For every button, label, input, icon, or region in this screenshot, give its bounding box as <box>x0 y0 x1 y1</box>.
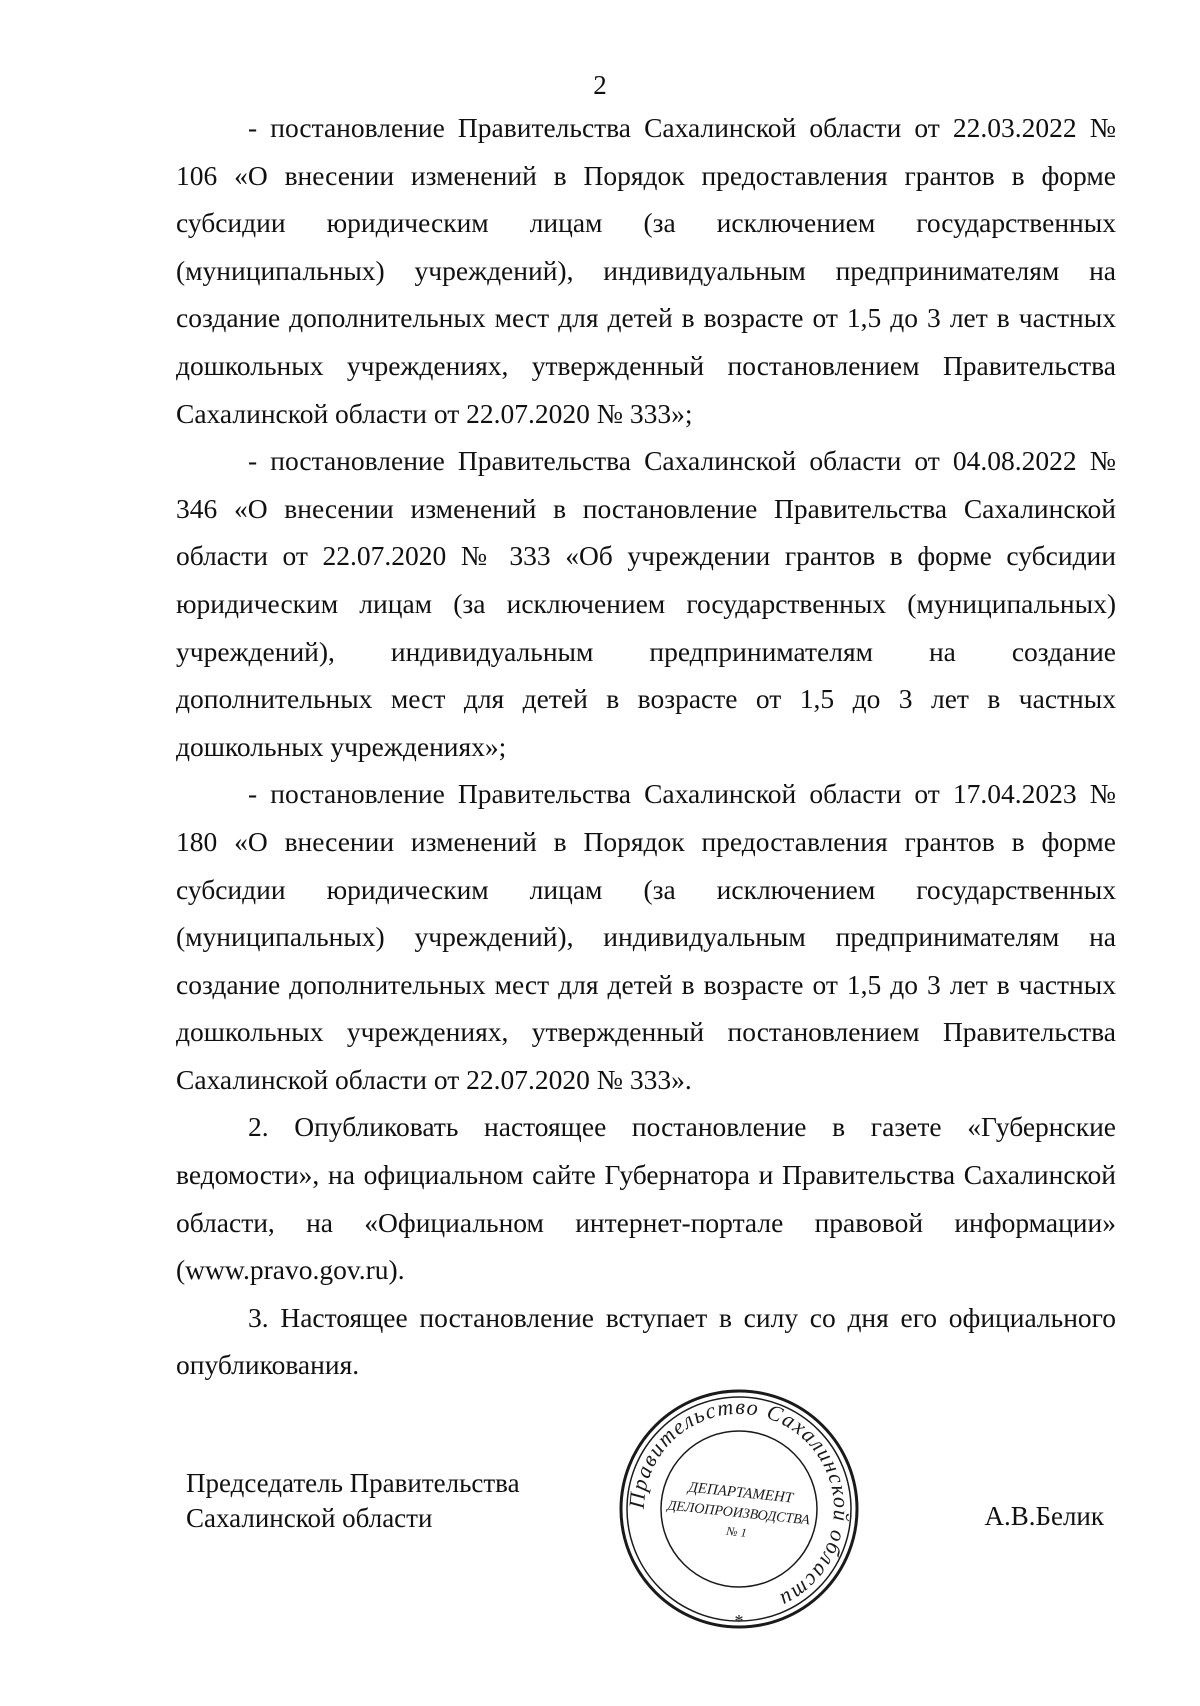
paragraph-repealed-act-2: - постановление Правительства Сахалинской области от 04.08.2022 № 346 «О внесении изменений в постановление Правительства Сахалинской области от 22.07.2020 № 333 «Об учреждении грантов в форме субсидии юридическим лицам (за исключением государственных (муниципальных) учреждений), индивидуальным предпринимателям на создание дополнительных мест для детей в возрасте от 1,5 до 3 лет в частных дошкольных учреждениях»; <box>176 445 1116 762</box>
document-body <box>176 104 1116 1389</box>
paragraph-repealed-act-3: - постановление Правительства Сахалинской области от 17.04.2023 № 180 «О внесении изменений в Порядок предоставления грантов в форме субсидии юридическим лицам (за исключением государственных (муниципальных) учреждений), индивидуальным предпринимателям на создание дополнительных мест для детей в возрасте от 1,5 до 3 лет в частных дошкольных учреждениях, утвержденный постановлением Правительства Сахалинской области от 22.07.2020 № 333». <box>176 778 1116 1095</box>
paragraph-publication: 2. Опубликовать настоящее постановление в газете «Губернские ведомости», на официальном сайте Губернатора и Правительства Сахалинской области, на «Официальном интернет-портале правовой информации» (www.pravo.gov.ru). <box>176 1111 1116 1286</box>
signatory-position-line-1: Председатель Правительства <box>186 1468 520 1498</box>
paragraph-repealed-act-1: - постановление Правительства Сахалинской области от 22.03.2022 № 106 «О внесении изменений в Порядок предоставления грантов в форме субсидии юридическим лицам (за исключением государственных (муниципальных) учреждений), индивидуальным предпринимателям на создание дополнительных мест для детей в возрасте от 1,5 до 3 лет в частных дошкольных учреждениях, утвержденный постановлением Правительства Сахалинской области от 22.07.2020 № 333»; <box>176 112 1116 429</box>
signatory-name: А.В.Белик <box>984 1501 1104 1531</box>
signatory-position-line-2: Сахалинской области <box>186 1503 433 1533</box>
signatory-position <box>186 1466 520 1536</box>
stamp-center-line-2: ДЕЛОПРОИЗВОДСТВА <box>666 1498 811 1529</box>
paragraph-entry-into-force: 3. Настоящее постановление вступает в силу со дня его официального опубликования. <box>176 1301 1116 1381</box>
stamp-center-line-1: ДЕПАРТАМЕНТ <box>687 1479 794 1507</box>
stamp-star: * <box>734 1611 744 1631</box>
page-number: 2 <box>593 70 607 100</box>
stamp-ring-textpath: Правительство Сахалинской области <box>623 1393 855 1614</box>
stamp-ring-text <box>624 1394 855 1614</box>
stamp-center-line-3: № 1 <box>725 1523 748 1540</box>
official-stamp <box>614 1384 864 1634</box>
